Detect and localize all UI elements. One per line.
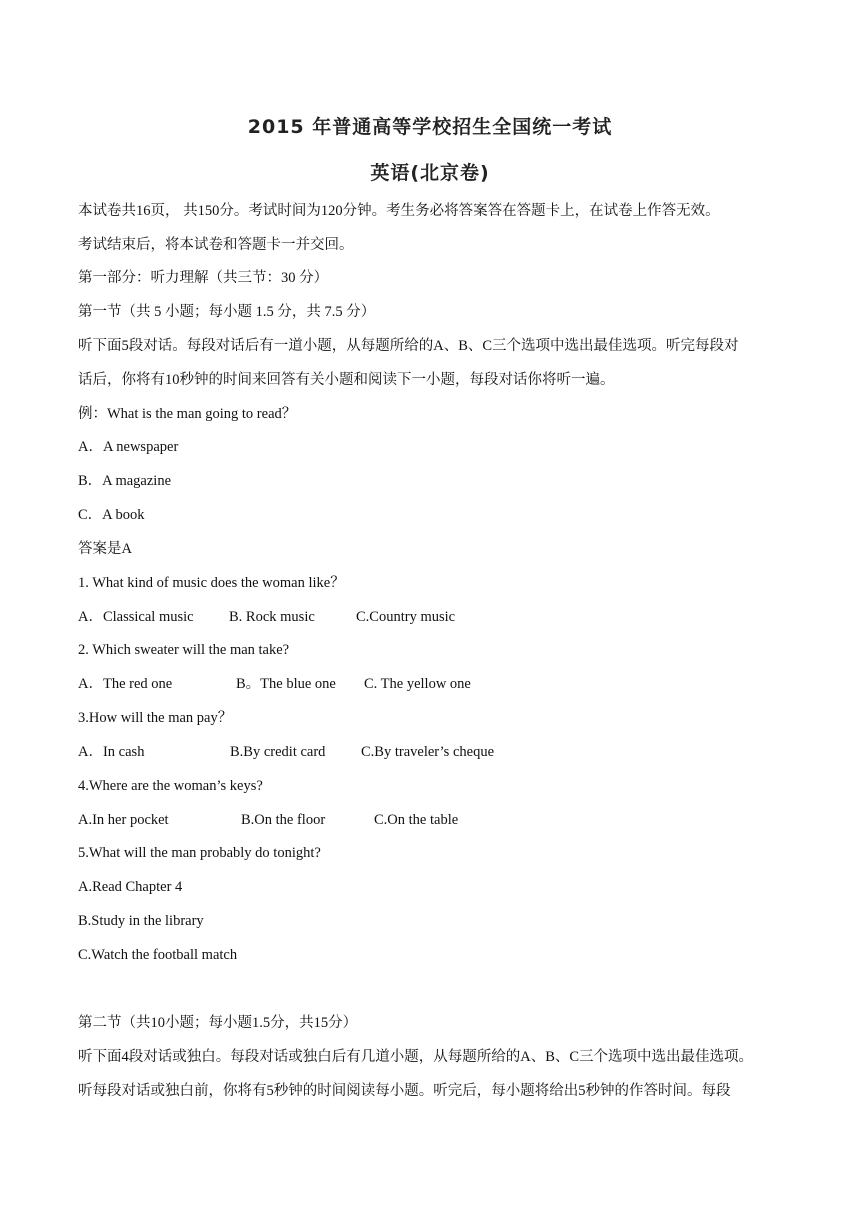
intro-line-1: 本试卷共16页， 共150分。考试时间为120分钟。考生务必将答案答在答题卡上，在试卷上作答无效。 [78, 203, 720, 219]
option-b: B.By credit card [230, 744, 326, 760]
example-option-b: B．A magazine [78, 473, 172, 489]
example-option-a: A．A newspaper [78, 439, 179, 455]
section-2-instruction-1: 听下面4段对话或独白。每段对话或独白后有几道小题，从每题所给的A、B、C三个选项中选出最佳选项。 [78, 1049, 754, 1065]
section-1-instruction-2: 话后，你将有10秒钟的时间来回答有关小题和阅读下一小题，每段对话你将听一遍。 [78, 372, 615, 388]
option-c: C.On the table [374, 812, 459, 828]
intro-line-2: 考试结束后，将本试卷和答题卡一并交回。 [78, 237, 354, 253]
example-answer: 答案是A [78, 541, 132, 557]
question-5-option-a: A.Read Chapter 4 [78, 879, 183, 895]
option-a: A．The red one [78, 676, 173, 692]
question-4: 4.Where are the woman’s keys? [78, 778, 263, 794]
example-question: 例：What is the man going to read？ [78, 406, 297, 422]
question-5-option-b: B.Study in the library [78, 913, 204, 929]
exam-subtitle: 英语(北京卷) [370, 162, 490, 184]
option-a: A．In cash [78, 744, 145, 760]
section-2-instruction-2: 听每段对话或独白前，你将有5秒钟的时间阅读每小题。听完后，每小题将给出5秒钟的作答时间。每段 [78, 1083, 731, 1099]
question-2: 2. Which sweater will the man take? [78, 642, 290, 658]
option-c: C.By traveler’s cheque [361, 744, 495, 760]
question-5: 5.What will the man probably do tonight? [78, 845, 321, 861]
option-b: B. Rock music [229, 609, 315, 625]
question-1: 1. What kind of music does the woman like？ [78, 575, 345, 591]
option-b: B.On the floor [241, 812, 326, 828]
example-option-c: C．A book [78, 507, 145, 523]
option-b: B。The blue one [236, 676, 336, 692]
option-c: C. The yellow one [364, 676, 471, 692]
question-3: 3.How will the man pay？ [78, 710, 233, 726]
question-5-option-c: C.Watch the football match [78, 947, 238, 963]
part-1-heading: 第一部分：听力理解（共三节：30 分） [78, 270, 329, 286]
option-a: A.In her pocket [78, 812, 169, 828]
section-1-instruction-1: 听下面5段对话。每段对话后有一道小题，从每题所给的A、B、C三个选项中选出最佳选项。听完每段对 [78, 338, 739, 354]
section-1-heading: 第一节（共 5 小题；每小题 1.5 分，共 7.5 分） [78, 304, 376, 320]
exam-title: 2015 年普通高等学校招生全国统一考试 [247, 116, 613, 138]
option-c: C.Country music [356, 609, 456, 625]
option-a: A．Classical music [78, 609, 194, 625]
section-2-heading: 第二节（共10小题；每小题1.5分，共15分） [78, 1015, 358, 1031]
